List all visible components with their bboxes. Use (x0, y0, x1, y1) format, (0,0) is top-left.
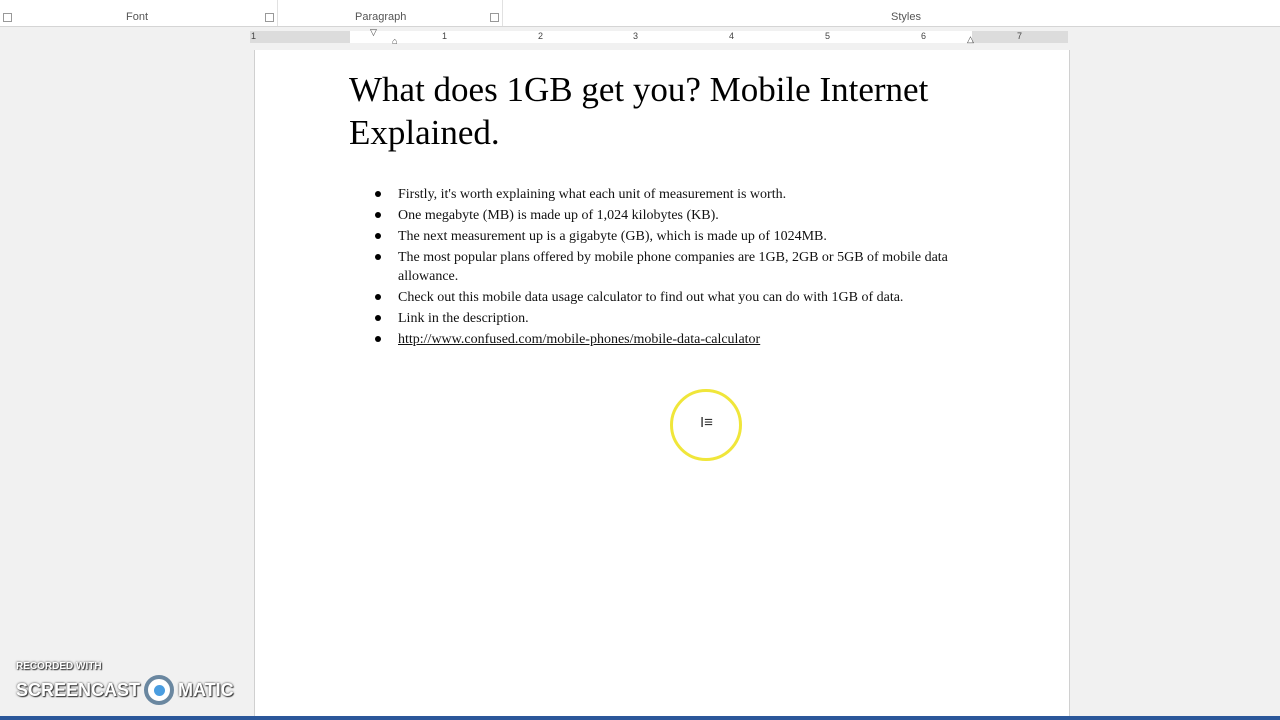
ruler-mark: 1 (442, 31, 448, 41)
ruler-mark: 3 (633, 31, 639, 41)
ruler-margin-left (250, 31, 350, 43)
ruler-mark: 1 (251, 31, 257, 41)
calculator-link[interactable]: http://www.confused.com/mobile-phones/mobile-data-calculator (398, 332, 761, 347)
list-item: Check out this mobile data usage calculator to find out what you can do with 1GB of data. (373, 288, 953, 307)
paragraph-dialog-launcher-icon[interactable] (490, 13, 499, 22)
list-item: Firstly, it's worth explaining what each unit of measurement is worth. (373, 185, 953, 204)
first-line-indent-marker[interactable]: ▽ (370, 27, 377, 37)
text-cursor-icon: I≡ (700, 414, 713, 431)
ruler-mark: 4 (729, 31, 735, 41)
document-title: What does 1GB get you? Mobile Internet Explained. (349, 70, 929, 152)
font-dialog-launcher-icon[interactable] (265, 13, 274, 22)
watermark-caption: RECORDED WITH (16, 661, 102, 672)
right-indent-marker[interactable]: △ (967, 34, 974, 44)
list-item: Link in the description. (373, 309, 953, 328)
bullet-list (373, 185, 953, 351)
watermark-right: MATIC (178, 679, 234, 700)
horizontal-ruler[interactable] (250, 27, 1068, 46)
ruler-mark: 6 (921, 31, 927, 41)
watermark-left: SCREENCAST (16, 679, 141, 700)
list-item (373, 330, 953, 349)
list-item: One megabyte (MB) is made up of 1,024 kilobytes (KB). (373, 206, 953, 225)
ruler-mark: 2 (538, 31, 544, 41)
ribbon-group-font: Font (126, 11, 149, 23)
screencast-logo-icon (144, 675, 174, 705)
hanging-indent-marker[interactable]: ⌂ (392, 36, 398, 46)
ribbon-group-styles: Styles (891, 11, 921, 23)
dialog-launcher-icon[interactable] (3, 13, 12, 22)
divider (502, 0, 503, 26)
list-item: The most popular plans offered by mobile phone companies are 1GB, 2GB or 5GB of mobile data allowance. (373, 248, 953, 286)
ruler-mark: 7 (1017, 31, 1023, 41)
divider (277, 0, 278, 26)
ribbon (0, 0, 1280, 27)
ruler-mark: 5 (825, 31, 831, 41)
screencast-watermark (16, 661, 234, 705)
ribbon-group-paragraph: Paragraph (355, 11, 407, 23)
document-page[interactable] (254, 50, 1070, 720)
status-bar-edge (0, 716, 1280, 720)
list-item: The next measurement up is a gigabyte (GB), which is made up of 1024MB. (373, 227, 953, 246)
